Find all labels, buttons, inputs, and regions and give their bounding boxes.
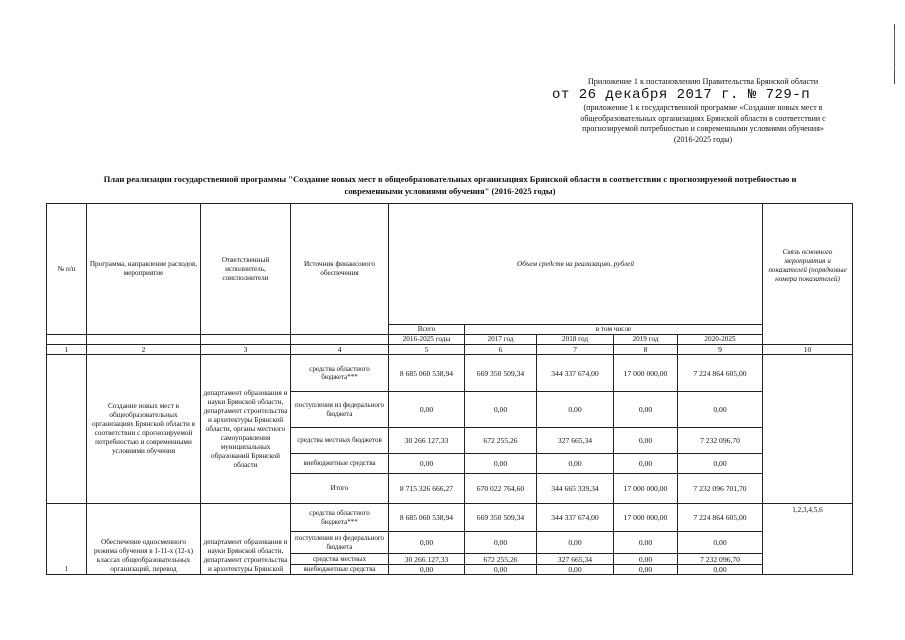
block1-link-cell [763,355,853,504]
header-dateline: от 26 декабря 2017 г. № 729-п [552,87,811,103]
header-paren-1: (приложение 1 к государственной программе «Создание новых мест в [583,103,823,112]
header-paren-2: общеобразовательных организациях Брянской области в соответствии с [580,113,826,123]
value-cell: 0,00 [678,454,763,474]
value-cell: 0,00 [537,454,614,474]
value-cell: 0,00 [614,428,678,454]
page-edge-mark-2 [894,30,897,70]
value-cell: 0,00 [465,392,537,428]
col-head-including: в том числе [465,325,763,335]
index-cell: 1 [47,345,87,355]
block1-num-cell [47,355,87,504]
value-cell: 669 350 509,34 [465,355,537,392]
source-cell: средства областного бюджета*** [291,355,389,392]
col-head-2020: 2020-2025 [678,335,763,345]
source-cell: средства местных [291,554,389,565]
header-line-1: Приложение 1 к постановлению Правительства Брянской области [587,77,819,86]
col-head-executor: Ответственный исполнитель, соисполнители [201,204,291,335]
header-row-1 [47,204,853,325]
header-spacer-4 [291,335,389,345]
block2-num: 1 [47,504,87,575]
value-cell: 0,00 [389,454,465,474]
value-cell: 0,00 [614,565,678,575]
value-cell: 17 000 000,00 [614,504,678,532]
resolution-header [548,76,858,145]
value-cell: 7 232 096,70 [678,428,763,454]
col-head-2017: 2017 год [465,335,537,345]
col-head-years-total: 2016-2025 годы [389,335,465,345]
value-cell: 327 665,34 [537,428,614,454]
source-cell: внебюджетные средства [291,454,389,474]
source-cell: средства областного бюджета*** [291,504,389,532]
source-cell: поступления из федерального бюджета [291,532,389,554]
value-cell: 344 665 339,34 [537,474,614,504]
value-cell: 672 255,26 [465,554,537,565]
value-cell: 0,00 [678,392,763,428]
table-row [47,355,853,392]
value-cell: 669 350 509,34 [465,504,537,532]
value-cell: 344 337 674,00 [537,504,614,532]
col-head-num: № п/п [47,204,87,335]
value-cell: 0,00 [614,392,678,428]
block2-executor: департамент образования и науки Брянской области, департамент строительства и архитектуры Брянской [201,504,291,575]
value-cell: 17 000 000,00 [614,474,678,504]
block2-program: Обеспечение односменного режима обучения в 1-11-х (12-х) классах общеобразовательных организаций, перевод [87,504,201,575]
index-cell: 5 [389,345,465,355]
value-cell: 0,00 [537,392,614,428]
value-cell: 0,00 [678,532,763,554]
value-cell: 0,00 [678,565,763,575]
table-row [47,504,853,532]
block1-executor: департамент образования и науки Брянской области, департамент строительства и архитектуры Брянской области, органы местного самоуправления муниципальных образований Брянской области [201,355,291,504]
col-head-program: Программа, направление расходов, мероприятие [87,204,201,335]
block1-program: Создание новых мест в общеобразовательных организациях Брянской области в соответствии с прогнозируемой потребностью и современными условиями обучения [87,355,201,504]
value-cell: 8 715 326 666,27 [389,474,465,504]
value-cell: 0,00 [389,565,465,575]
source-cell: внебюджетные средства [291,565,389,575]
plan-table [46,203,853,575]
index-cell: 7 [537,345,614,355]
value-cell: 0,00 [614,532,678,554]
header-spacer-1 [47,335,87,345]
value-cell: 8 685 060 538,94 [389,504,465,532]
value-cell: 0,00 [614,454,678,474]
value-cell: 7 224 864 605,00 [678,504,763,532]
value-cell: 0,00 [389,392,465,428]
value-cell: 0,00 [389,532,465,554]
value-cell: 0,00 [537,565,614,575]
plan-title-line-2: современными условиями обучения" (2016-2025 годы) [344,186,556,196]
col-head-2018: 2018 год [537,335,614,345]
value-cell: 8 685 060 538,94 [389,355,465,392]
value-cell: 7 232 096 701,70 [678,474,763,504]
value-cell: 30 266 127,33 [389,428,465,454]
value-cell: 0,00 [537,532,614,554]
plan-title [40,173,860,197]
value-cell: 0,00 [465,565,537,575]
header-spacer-2 [87,335,201,345]
header-spacer-3 [201,335,291,345]
index-cell: 9 [678,345,763,355]
index-row [47,345,853,355]
source-cell: средства местных бюджетов [291,428,389,454]
value-cell: 672 255,26 [465,428,537,454]
col-head-2019: 2019 год [614,335,678,345]
index-cell: 10 [763,345,853,355]
value-cell: 0,00 [465,454,537,474]
source-cell: Итого [291,474,389,504]
value-cell: 7 224 864 605,00 [678,355,763,392]
col-head-total: Всего [389,325,465,335]
header-paren-3: прогнозируемой потребностью и современными условиями обучения» [582,124,824,133]
col-head-volume: Объем средств на реализацию, рублей [389,204,763,325]
value-cell: 30 266 127,33 [389,554,465,565]
header-row-3 [47,335,853,345]
block2-link: 1,2,3,4,5,6 [763,504,853,575]
header-paren-4: (2016-2025 годы) [673,134,733,144]
plan-title-line-1: План реализации государственной программы "Создание новых мест в общеобразовательных организациях Брянской области в соответствии с прогнозируемой потребностью и [103,174,797,184]
index-cell: 4 [291,345,389,355]
value-cell: 17 000 000,00 [614,355,678,392]
value-cell: 0,00 [614,554,678,565]
value-cell: 344 337 674,00 [537,355,614,392]
index-cell: 8 [614,345,678,355]
value-cell: 7 232 096,70 [678,554,763,565]
index-cell: 3 [201,345,291,355]
value-cell: 327 665,34 [537,554,614,565]
source-cell: поступления из федерального бюджета [291,392,389,428]
value-cell: 670 022 764,60 [465,474,537,504]
col-head-link: Связь основного мероприятия и показателей (порядковые номера показателей) [763,204,853,345]
value-cell: 0,00 [465,532,537,554]
index-cell: 6 [465,345,537,355]
index-cell: 2 [87,345,201,355]
col-head-source: Источник финансового обеспечения [291,204,389,335]
